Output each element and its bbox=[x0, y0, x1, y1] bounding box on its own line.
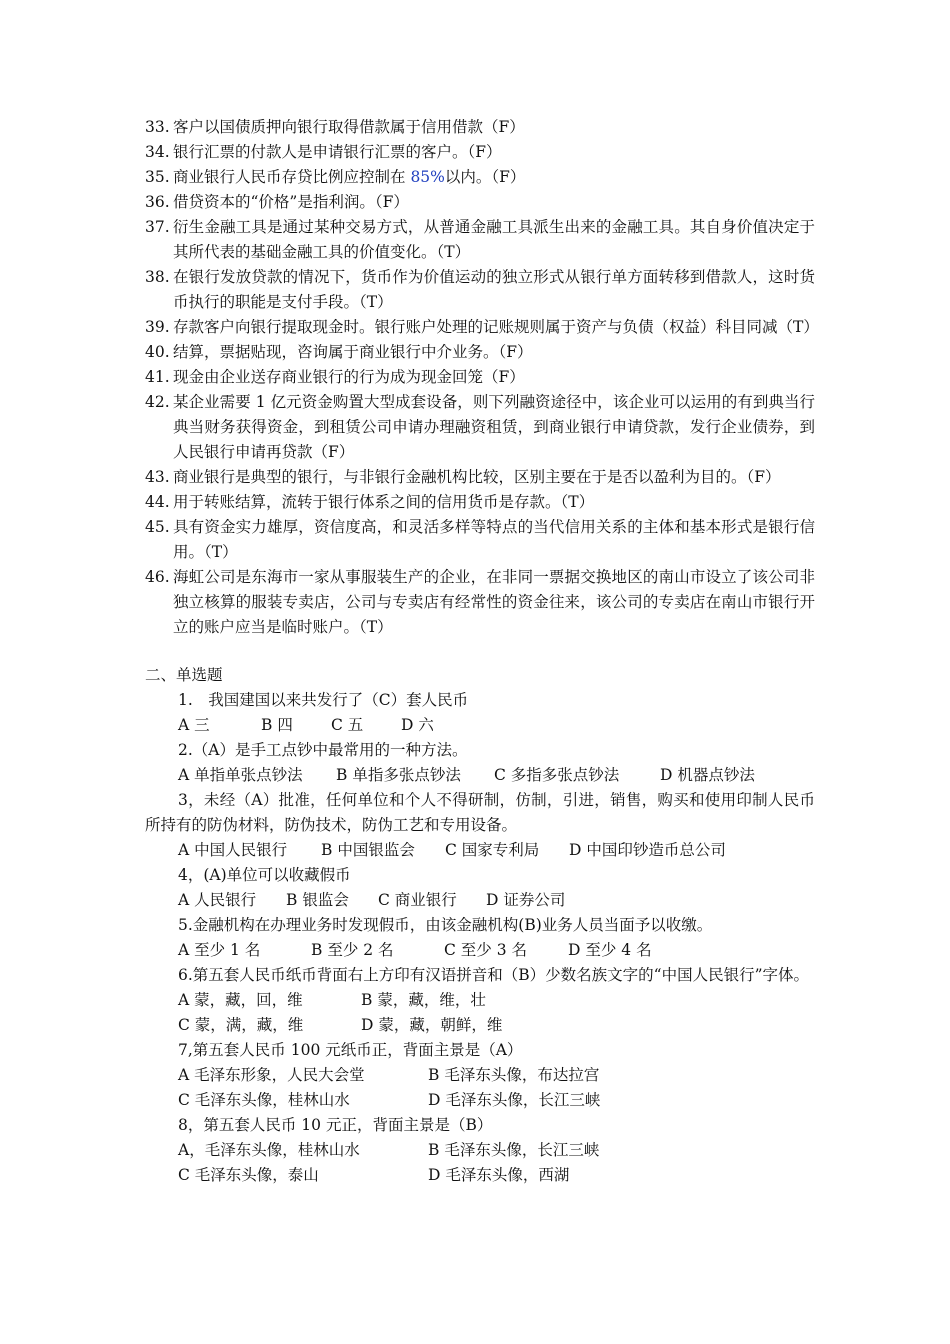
mc-question bbox=[145, 863, 815, 913]
mc-option: D 毛泽东头像，长江三峡 bbox=[428, 1091, 601, 1109]
tf-item-text: 具有资金实力雄厚，资信度高，和灵活多样等特点的当代信用关系的主体和基本形式是银行信用。（T） bbox=[173, 518, 815, 561]
section-title: 二、单选题 bbox=[145, 666, 223, 684]
tf-item-text: 银行汇票的付款人是申请银行汇票的客户。（F） bbox=[173, 143, 502, 161]
tf-item-number: 42. bbox=[145, 393, 170, 411]
tf-item-text: 在银行发放贷款的情况下，货币作为价值运动的独立形式从银行单方面转移到借款人，这时货币执行的职能是支付手段。（T） bbox=[173, 268, 815, 311]
mc-question-text: 4，(A)单位可以收藏假币 bbox=[178, 866, 351, 884]
tf-item bbox=[145, 315, 819, 340]
mc-option: B 至少 2 名 bbox=[311, 941, 394, 959]
mc-question-text: 5.金融机构在办理业务时发现假币，由该金融机构(B)业务人员当面予以收缴。 bbox=[178, 916, 713, 934]
tf-item-number: 41. bbox=[145, 368, 170, 386]
tf-item-number: 34. bbox=[145, 143, 170, 161]
multiple-choice-list bbox=[145, 688, 815, 1188]
mc-option: A 三 bbox=[178, 716, 210, 734]
tf-item-text bbox=[173, 165, 815, 190]
mc-option: C 至少 3 名 bbox=[444, 941, 528, 959]
mc-question-text: 2.（A）是手工点钞中最常用的一种方法。 bbox=[178, 741, 468, 759]
tf-item bbox=[145, 215, 815, 265]
mc-question bbox=[145, 738, 815, 788]
mc-options-row bbox=[145, 1013, 815, 1038]
mc-question-text: 3，未经（A）批准，任何单位和个人不得研制，仿制，引进，销售，购买和使用印制人民币所持有的防伪材料，防伪技术，防伪工艺和专用设备。 bbox=[145, 791, 815, 834]
tf-item bbox=[145, 140, 815, 165]
tf-item bbox=[145, 515, 815, 565]
mc-question bbox=[145, 913, 815, 963]
tf-item-number: 40. bbox=[145, 343, 170, 361]
tf-item-number: 37. bbox=[145, 218, 170, 236]
mc-option: C 蒙，满，藏，维 bbox=[178, 1016, 304, 1034]
tf-item-number: 46. bbox=[145, 568, 170, 586]
tf-item-number: 35. bbox=[145, 168, 170, 186]
mc-option: A 人民银行 bbox=[178, 891, 257, 909]
mc-question bbox=[145, 788, 815, 863]
mc-option: C 毛泽东头像，桂林山水 bbox=[178, 1091, 350, 1109]
tf-item bbox=[145, 390, 815, 465]
mc-question-text: 8，第五套人民币 10 元正，背面主景是（B） bbox=[178, 1116, 493, 1134]
tf-item-text: 存款客户向银行提取现金时。银行账户处理的记账规则属于资产与负债（权益）科目同减（T） bbox=[173, 318, 819, 336]
mc-option: D 毛泽东头像，西湖 bbox=[428, 1166, 570, 1184]
mc-question-text: 7,第五套人民币 100 元纸币正，背面主景是（A） bbox=[178, 1041, 523, 1059]
tf-item-number: 38. bbox=[145, 268, 170, 286]
mc-option: C 五 bbox=[331, 716, 364, 734]
mc-question-text: 1. 我国建国以来共发行了（C）套人民币 bbox=[178, 691, 469, 709]
mc-options-row bbox=[145, 988, 815, 1013]
mc-option: B 四 bbox=[261, 716, 293, 734]
tf-item-number: 44. bbox=[145, 493, 170, 511]
tf-item bbox=[145, 465, 815, 490]
mc-option: C 商业银行 bbox=[378, 891, 457, 909]
mc-question bbox=[145, 963, 815, 1038]
true-false-list bbox=[145, 115, 819, 640]
tf-item-number: 36. bbox=[145, 193, 170, 211]
mc-options-row bbox=[145, 888, 815, 913]
mc-options-row bbox=[145, 1088, 815, 1113]
tf-item bbox=[145, 365, 815, 390]
mc-options-row bbox=[145, 713, 815, 738]
tf-item-text-post: 以内。（F） bbox=[444, 168, 526, 186]
tf-item-text: 衍生金融工具是通过某种交易方式，从普通金融工具派生出来的金融工具。其自身价值决定于其所代表的基础金融工具的价值变化。（T） bbox=[173, 218, 815, 261]
mc-option: C 国家专利局 bbox=[445, 841, 540, 859]
mc-question bbox=[145, 688, 815, 738]
mc-option: A 至少 1 名 bbox=[178, 941, 261, 959]
mc-option: A 单指单张点钞法 bbox=[178, 766, 303, 784]
tf-item-number: 45. bbox=[145, 518, 170, 536]
mc-options-row bbox=[145, 763, 815, 788]
tf-item-text: 用于转账结算，流转于银行体系之间的信用货币是存款。（T） bbox=[173, 493, 595, 511]
tf-item-text: 客户以国债质押向银行取得借款属于信用借款（F） bbox=[173, 118, 525, 136]
mc-option: D 至少 4 名 bbox=[568, 941, 652, 959]
tf-item bbox=[145, 490, 815, 515]
mc-option: B 中国银监会 bbox=[321, 841, 415, 859]
mc-option: C 毛泽东头像，泰山 bbox=[178, 1166, 319, 1184]
mc-options-row bbox=[145, 838, 815, 863]
tf-item bbox=[145, 165, 815, 190]
tf-item-highlight: 85% bbox=[410, 168, 445, 186]
mc-options-row bbox=[145, 1163, 815, 1188]
mc-option: B 毛泽东头像，布达拉宫 bbox=[428, 1066, 600, 1084]
mc-option: B 蒙，藏，维，壮 bbox=[361, 991, 486, 1009]
tf-item-number: 33. bbox=[145, 118, 170, 136]
mc-option: A，毛泽东头像，桂林山水 bbox=[178, 1141, 360, 1159]
mc-option: D 机器点钞法 bbox=[660, 766, 755, 784]
tf-item-text-pre: 商业银行人民币存贷比例应控制在 bbox=[173, 168, 411, 186]
mc-option: B 银监会 bbox=[286, 891, 349, 909]
mc-question bbox=[145, 1038, 815, 1113]
mc-option: A 蒙，藏，回，维 bbox=[178, 991, 303, 1009]
mc-question bbox=[145, 1113, 815, 1188]
mc-option: B 毛泽东头像，长江三峡 bbox=[428, 1141, 600, 1159]
tf-item bbox=[145, 265, 815, 315]
tf-item bbox=[145, 565, 815, 640]
tf-item-text: 现金由企业送存商业银行的行为成为现金回笼（F） bbox=[173, 368, 525, 386]
tf-item-text: 海虹公司是东海市一家从事服装生产的企业，在非同一票据交换地区的南山市设立了该公司非独立核算的服装专卖店，公司与专卖店有经常性的资金往来，该公司的专卖店在南山市银行开立的账户应当是临时账户。（T） bbox=[173, 568, 815, 636]
tf-item-text: 商业银行是典型的银行，与非银行金融机构比较，区别主要在于是否以盈利为目的。（F） bbox=[173, 468, 781, 486]
mc-option: A 毛泽东形象，人民大会堂 bbox=[178, 1066, 365, 1084]
mc-option: A 中国人民银行 bbox=[178, 841, 288, 859]
mc-options-row bbox=[145, 938, 815, 963]
tf-item bbox=[145, 340, 815, 365]
tf-item-number: 43. bbox=[145, 468, 170, 486]
mc-option: D 蒙，藏，朝鲜，维 bbox=[361, 1016, 503, 1034]
mc-option: D 六 bbox=[401, 716, 434, 734]
tf-item-text: 借贷资本的“价格”是指利润。（F） bbox=[173, 193, 409, 211]
mc-option: D 证券公司 bbox=[486, 891, 566, 909]
tf-item bbox=[145, 190, 815, 215]
tf-item-text: 某企业需要 1 亿元资金购置大型成套设备，则下列融资途径中，该企业可以运用的有到典当行典当财务获得资金，到租赁公司申请办理融资租赁，到商业银行申请贷款，发行企业债券，到人民银行申请再贷款（F） bbox=[173, 393, 815, 461]
mc-question-text: 6.第五套人民币纸币背面右上方印有汉语拼音和（B）少数名族文字的“中国人民银行”字体。 bbox=[178, 966, 810, 984]
tf-item bbox=[145, 115, 815, 140]
mc-option: D 中国印钞造币总公司 bbox=[569, 841, 726, 859]
mc-option: C 多指多张点钞法 bbox=[494, 766, 620, 784]
tf-item-text: 结算，票据贴现，咨询属于商业银行中介业务。（F） bbox=[173, 343, 533, 361]
mc-options-row bbox=[145, 1138, 815, 1163]
mc-option: B 单指多张点钞法 bbox=[336, 766, 461, 784]
tf-item-number: 39. bbox=[145, 318, 170, 336]
mc-options-row bbox=[145, 1063, 815, 1088]
